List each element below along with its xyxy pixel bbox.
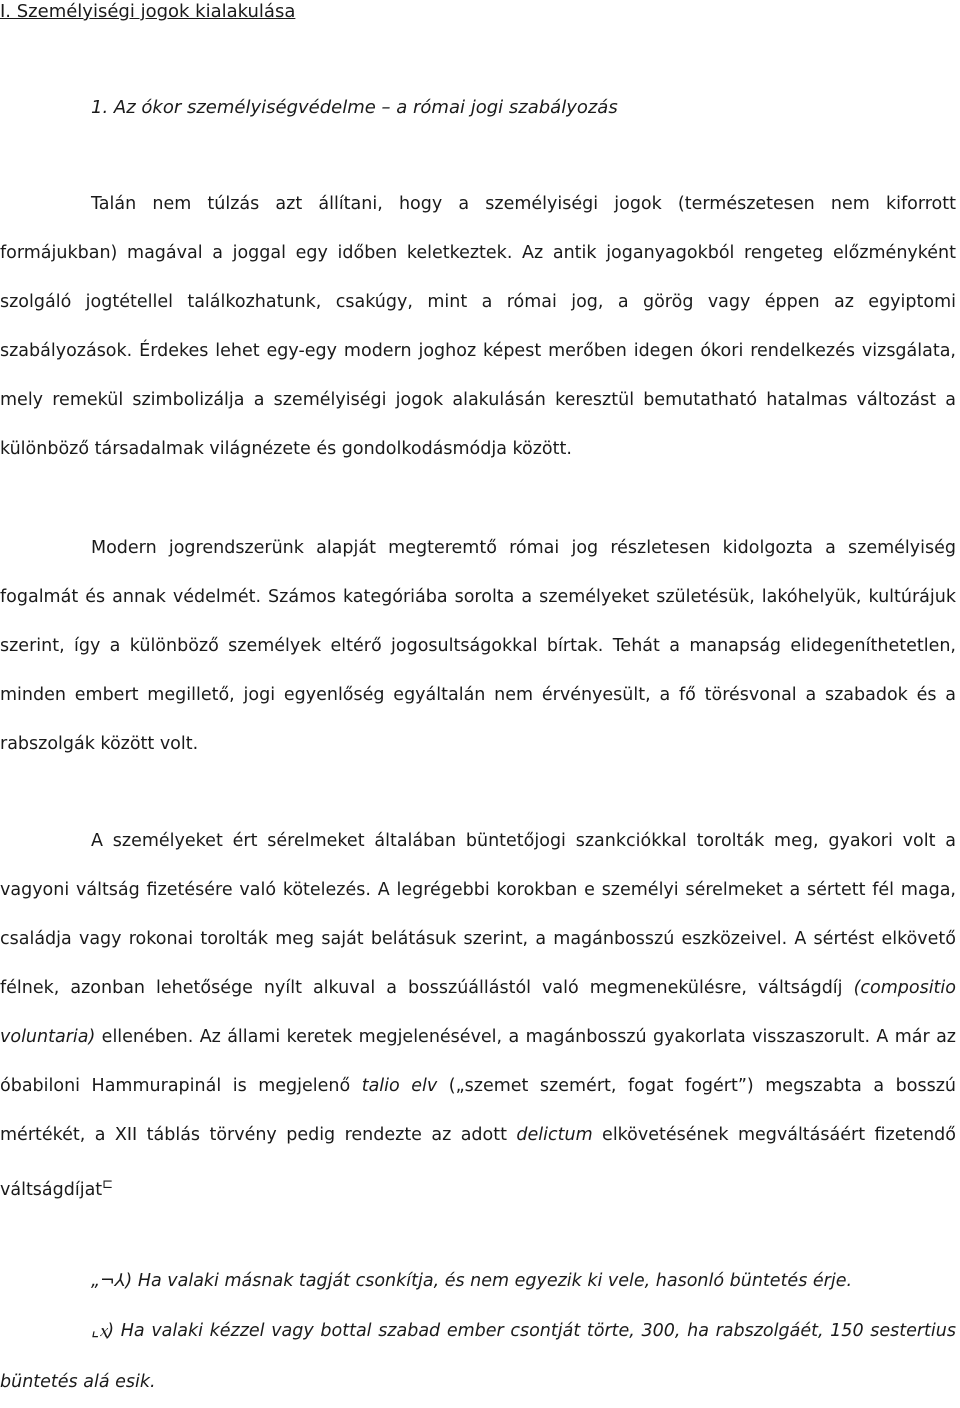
law-number-glyph: ⌞ⲭ) [91,1321,115,1341]
text-run: ellenében. Az állami keretek megjelenésével, a magánbosszú gyakorlata visszaszorult. A már az óbabiloni Hammurapinál is megjelenő [0,1027,956,1096]
latin-term-delictum: delictum [516,1125,593,1145]
subsection-heading: 1. Az ókor személyiségvédelme – a római jogi szabályozás [91,97,618,118]
latin-term-talio: talio elv [361,1076,438,1096]
latin-term-compositio: (compositio voluntaria) [0,978,956,1047]
paragraph-roman-law: Modern jogrendszerünk alapját megteremtő római jog részletesen kidolgozta a személyiség fogalmát és annak védelmét. Számos kategóriába sorolta a személyeket születésük, lakóhelyük, kultúrájuk szerint, így a különböző személyek eltérő jogosultságokkal bírtak. Tehát a manapság elidegeníthetetlen, minden embert megillető, jogi egyenlőség egyáltalán nem érvényesült, a fő törésvonal a szabadok és a rabszolgák között volt. [0,538,956,754]
text-run: elkövetésének megváltásáért fizetendő váltságdíjat [0,1125,956,1200]
section-heading: I. Személyiségi jogok kialakulása [0,1,296,22]
paragraph-sanctions [0,817,956,1215]
paragraph-intro: Talán nem túlzás azt állítani, hogy a személyiségi jogok (természetesen nem kiforrott formájukban) magával a joggal egy időben keletkeztek. Az antik joganyagokból rengeteg előzményként szolgáló jogtétellel találkozhatunk, csakúgy, mint a római jog, a görög vagy éppen az egyiptomi szabályozások. Érdekes lehet egy-egy modern joghoz képest merőben idegen ókori rendelkezés vizsgálata, mely remekül szimbolizálja a személyiségi jogok alakulásán keresztül bemutatható hatalmas változást a különböző társadalmak világnézete és gondolkodásmódja között. [0,194,956,459]
law-text: Ha valaki kézzel vagy bottal szabad ember csontját törte, 300, ha rabszolgáét, 150 sestertius büntetés alá esik. [0,1321,956,1392]
text-run: A személyeket ért sérelmeket általában büntetőjogi szankciókkal torolták meg, gyakori volt a vagyoni váltság fizetésére való kötelezés. A legrégebbi korokban e személyi sérelmeket a sértett fél maga, családja vagy rokonai torolták meg saját belátásuk szerint, a magánbosszú eszközeivel. A sértést elkövető félnek, azonban lehetősége nyílt alkuval a bosszúállástól való megmenekülésre, váltságdíj [0,831,956,998]
text-run: („szemet szemért, fogat fogért”) megszabta a bosszú mértékét, a XII táblás törvény pedig rendezte az adott [0,1076,956,1145]
footnote-marker: ⊏ [102,1177,114,1192]
quoted-law-2 [0,1306,956,1408]
law-text: Ha valaki másnak tagját csonkítja, és nem egyezik ki vele, hasonló büntetés érje. [132,1271,853,1291]
quoted-law-1 [0,1256,956,1307]
law-number-glyph: „¬⅄) [91,1271,133,1291]
